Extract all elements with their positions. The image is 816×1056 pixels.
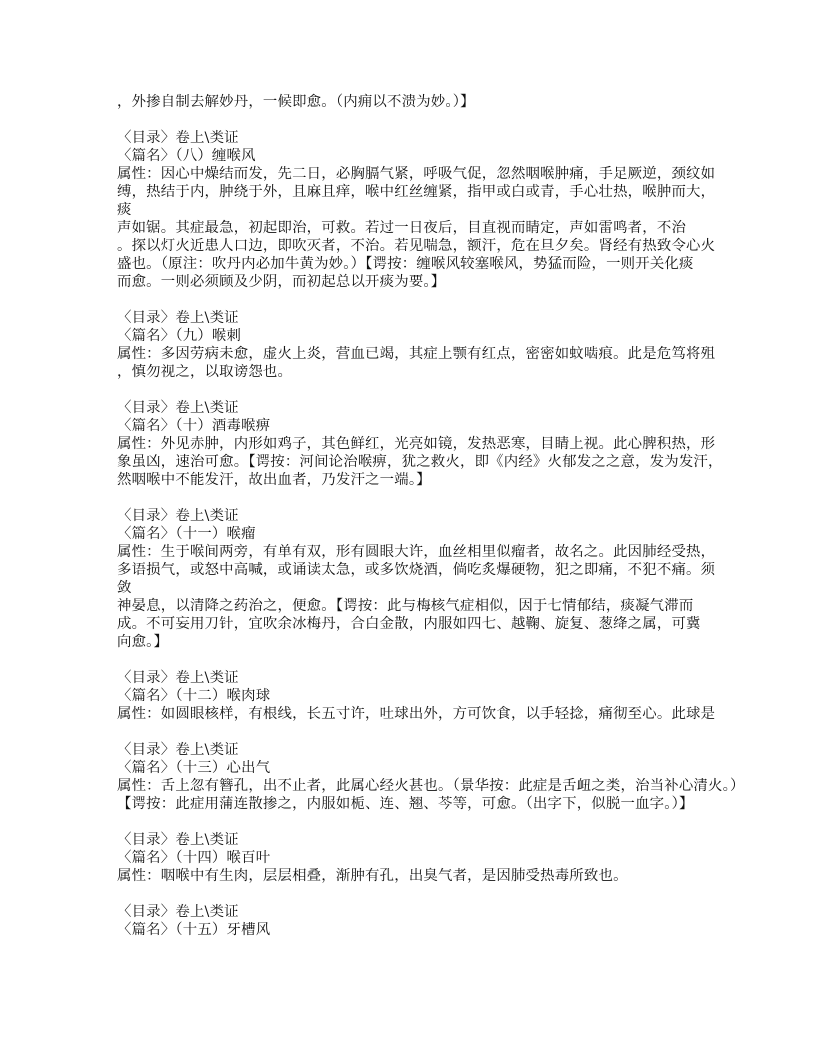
text-line: 痰	[117, 202, 132, 218]
text-line: 属性：外见赤肿，内形如鸡子，其色鲜红，光亮如镜，发热恶寒，目睛上视。此心脾积热，形	[117, 436, 716, 452]
catalog-heading: 〈目录〉卷上\类证	[117, 310, 239, 326]
text-line: 【谔按：此症用蒲连散掺之，内服如栀、连、翘、芩等，可愈。（出字下，似脱一血字。）】	[117, 796, 694, 812]
text-line: 象虽凶，速治可愈。【谔按：河间论治喉痹，犹之救火，即《内经》火郁发之之意，发为发汗，	[117, 454, 723, 470]
text-line: ，外掺自制去解妙丹，一候即愈。（内痈以不溃为妙。）】	[117, 94, 475, 110]
catalog-heading: 〈目录〉卷上\类证	[117, 904, 239, 920]
text-line: 而愈。一则必须顾及少阴，而初起总以开痰为要。】	[117, 274, 446, 290]
text-line: 属性：多因劳病未愈，虚火上炎，营血已竭，其症上颚有红点，密密如蚊啮痕。此是危笃将殂	[117, 346, 716, 362]
text-line: 多语损气，或怒中高喊，或诵读太急，或多饮烧酒，倘吃炙爆硬物，犯之即痛，不犯不痛。须	[117, 562, 716, 578]
section-title: 〈篇名〉（十五）牙槽风	[117, 922, 271, 938]
section-title: 〈篇名〉（十一）喉瘤	[117, 526, 256, 542]
text-line: 成。不可妄用刀针，宜吹余冰梅丹，合白金散，内服如四七、越鞠、旋复、葱绛之属，可冀	[117, 616, 701, 632]
text-line: 敛	[117, 580, 132, 596]
blank-line	[117, 111, 717, 129]
blank-line	[117, 291, 717, 309]
text-line: 。探以灯火近患人口边，即吹灭者，不治。若见喘急，额汗，危在旦夕矣。肾经有热致令心火	[117, 238, 716, 254]
catalog-heading: 〈目录〉卷上\类证	[117, 832, 239, 848]
section-title: 〈篇名〉（八）缠喉风	[117, 148, 256, 164]
text-line: 属性：舌上忽有簪孔，出不止者，此属心经火甚也。（景华按：此症是舌衄之类，治当补心清火。）	[117, 778, 745, 794]
blank-line	[117, 885, 717, 903]
document-page	[117, 93, 745, 939]
text-line: 盛也。（原注：吹丹内必加牛黄为妙。）【谔按：缠喉风较塞喉风，势猛而险，一则开关化痰	[117, 256, 694, 272]
section-title: 〈篇名〉（十）酒毒喉痹	[117, 418, 271, 434]
catalog-heading: 〈目录〉卷上\类证	[117, 742, 239, 758]
blank-line	[117, 723, 717, 741]
text-line: 缚，热结于内，肿绕于外，且麻且痒，喉中红丝缠紧，指甲或白或青，手心壮热，喉肿而大，	[117, 184, 716, 200]
blank-line	[117, 381, 717, 399]
catalog-heading: 〈目录〉卷上\类证	[117, 400, 239, 416]
catalog-heading: 〈目录〉卷上\类证	[117, 508, 239, 524]
section-title: 〈篇名〉（十二）喉肉球	[117, 688, 271, 704]
text-line: 向愈。】	[117, 634, 169, 650]
text-line: ，慎勿视之，以取谤怨也。	[117, 364, 293, 380]
blank-line	[117, 651, 717, 669]
text-line: 然咽喉中不能发汗，故出血者，乃发汗之一端。】	[117, 472, 431, 488]
catalog-heading: 〈目录〉卷上\类证	[117, 670, 239, 686]
blank-line	[117, 813, 717, 831]
text-line: 神晏息，以清降之药治之，便愈。【谔按：此与梅核气症相似，因于七情郁结，痰凝气滞而	[117, 598, 694, 614]
text-line: 声如锯。其症最急，初起即治，可救。若过一日夜后，目直视而睛定，声如雷鸣者，不治	[117, 220, 687, 236]
text-line: 属性：因心中燥结而发，先二日，必胸膈气紧，呼吸气促，忽然咽喉肿痛，手足厥逆，颈纹如	[117, 166, 716, 182]
blank-line	[117, 489, 717, 507]
section-title: 〈篇名〉（十三）心出气	[117, 760, 271, 776]
catalog-heading: 〈目录〉卷上\类证	[117, 130, 239, 146]
text-line: 属性：如圆眼核样，有根线，长五寸许，吐球出外，方可饮食，以手轻捻，痛彻至心。此球是	[117, 706, 716, 722]
section-title: 〈篇名〉（九）喉刺	[117, 328, 242, 344]
section-title: 〈篇名〉（十四）喉百叶	[117, 850, 271, 866]
text-line: 属性：生于喉间两旁，有单有双，形有圆眼大许，血丝相里似瘤者，故名之。此因肺经受热，	[117, 544, 716, 560]
text-line: 属性：咽喉中有生肉，层层相叠，渐肿有孔，出臭气者，是因肺受热毒所致也。	[117, 868, 628, 884]
